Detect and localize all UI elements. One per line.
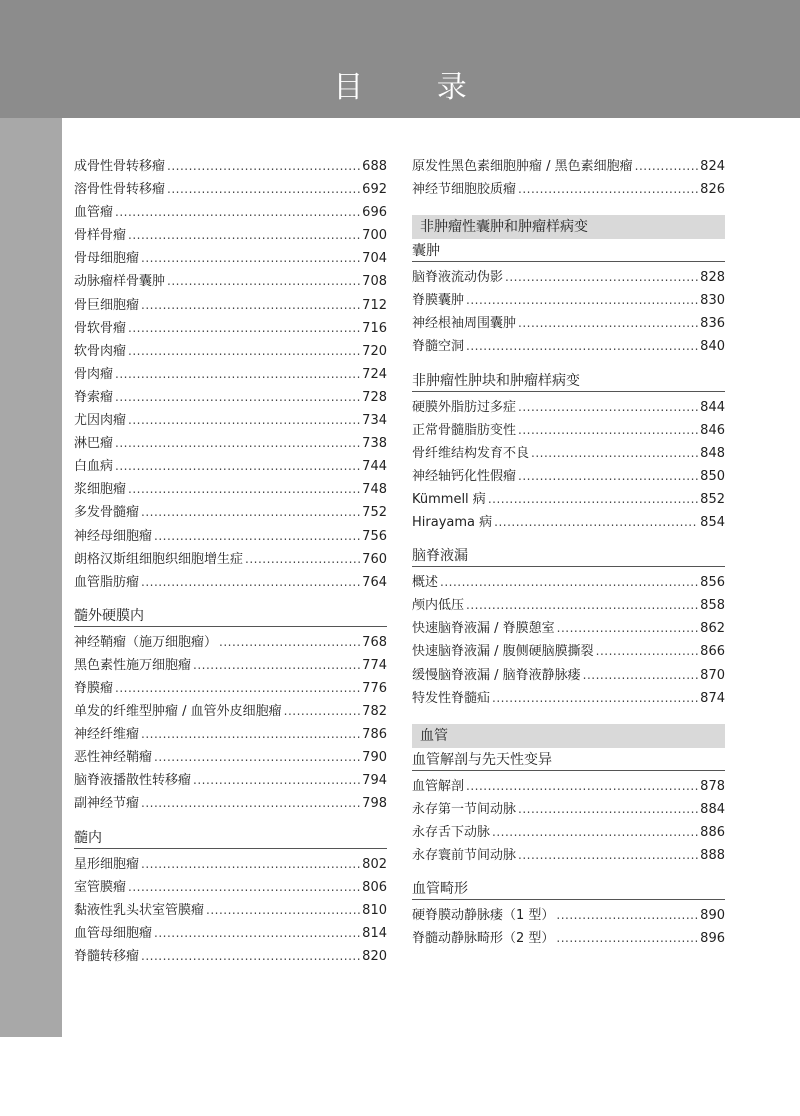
dot-leader <box>115 367 360 381</box>
side-margin-bar <box>0 118 62 1116</box>
toc-entry-title: 骨母细胞瘤 <box>74 251 140 267</box>
dot-leader <box>440 575 698 589</box>
toc-entry-page: 896 <box>700 931 725 947</box>
toc-entry-title: 神经轴钙化性假瘤 <box>412 468 517 484</box>
toc-entry-page: 768 <box>362 634 387 650</box>
toc-entry[interactable] <box>74 654 387 677</box>
toc-entry[interactable] <box>412 419 725 442</box>
toc-entry[interactable] <box>74 571 387 594</box>
toc-entry[interactable] <box>74 769 387 792</box>
dot-leader <box>115 205 360 219</box>
toc-entry-page: 886 <box>700 824 725 840</box>
dot-leader <box>115 436 360 450</box>
dot-leader <box>531 446 698 460</box>
toc-entry[interactable] <box>74 409 387 432</box>
dot-leader <box>141 796 360 810</box>
toc-entry[interactable] <box>412 775 725 798</box>
toc-entry[interactable] <box>74 922 387 945</box>
toc-entry-page: 810 <box>362 902 387 918</box>
toc-entry-title: 尤因肉瘤 <box>74 413 127 429</box>
dot-leader <box>219 635 360 649</box>
toc-entry-title: 脊髓空洞 <box>412 339 465 355</box>
toc-entry[interactable] <box>412 571 725 594</box>
toc-entry-title: 淋巴瘤 <box>74 436 114 452</box>
toc-entry-page: 806 <box>362 879 387 895</box>
dot-leader <box>492 691 698 705</box>
toc-entry[interactable] <box>74 700 387 723</box>
toc-entry-title: 动脉瘤样骨囊肿 <box>74 274 166 290</box>
toc-entry-title: 永存第一节间动脉 <box>412 801 517 817</box>
toc-entry[interactable] <box>74 945 387 968</box>
dot-leader <box>284 704 361 718</box>
toc-entry[interactable] <box>74 853 387 876</box>
toc-entry-title: 脊索瘤 <box>74 389 114 405</box>
toc-entry-page: 756 <box>362 528 387 544</box>
toc-entry-page: 774 <box>362 657 387 673</box>
toc-entry-title: 脊髓动静脉畸形（2 型） <box>412 931 555 947</box>
dot-leader <box>466 598 698 612</box>
toc-entry-page: 688 <box>362 159 387 174</box>
dot-leader <box>492 825 698 839</box>
toc-entry-page: 890 <box>700 908 725 924</box>
dot-leader <box>128 482 360 496</box>
toc-entry-page: 862 <box>700 621 725 637</box>
toc-entry-title: 多发骨髓瘤 <box>74 505 140 521</box>
toc-entry-title: 黏液性乳头状室管膜瘤 <box>74 902 205 918</box>
toc-entry-page: 760 <box>362 551 387 567</box>
toc-entry-page: 728 <box>362 389 387 405</box>
toc-entry-page: 764 <box>362 574 387 590</box>
toc-entry[interactable] <box>412 488 725 511</box>
toc-entry-title: 神经节细胞胶质瘤 <box>412 182 517 198</box>
toc-entry-title: 室管膜瘤 <box>74 879 127 895</box>
dot-leader <box>466 779 698 793</box>
dot-leader <box>557 621 699 635</box>
toc-entry[interactable] <box>74 224 387 247</box>
section-subheading: 髓外硬膜内 <box>74 606 387 627</box>
toc-entry-page: 826 <box>700 182 725 198</box>
toc-entry-page: 802 <box>362 856 387 872</box>
toc-entry[interactable] <box>74 201 387 224</box>
dot-leader <box>128 880 360 894</box>
toc-entry-page: 696 <box>362 205 387 221</box>
toc-entry-title: 概述 <box>412 575 439 591</box>
toc-entry-page: 852 <box>700 491 725 507</box>
toc-entry[interactable] <box>412 396 725 419</box>
toc-entry-title: 软骨肉瘤 <box>74 343 127 359</box>
dot-leader <box>518 469 698 483</box>
toc-entry-page: 848 <box>700 445 725 461</box>
toc-entry-title: 骨软骨瘤 <box>74 320 127 336</box>
toc-entry-page: 724 <box>362 366 387 382</box>
toc-entry-title: 骨纤维结构发育不良 <box>412 445 530 461</box>
toc-entry-title: 脑脊液播散性转移瘤 <box>74 773 192 789</box>
toc-entry[interactable] <box>412 335 725 358</box>
toc-entry[interactable] <box>412 289 725 312</box>
toc-entry[interactable] <box>412 640 725 663</box>
toc-entry-title: 脑脊液流动伪影 <box>412 270 504 286</box>
toc-entry-page: 840 <box>700 339 725 355</box>
toc-entry-title: 血管解剖 <box>412 778 465 794</box>
toc-entry-title: 原发性黑色素细胞肿瘤 / 黑色素细胞瘤 <box>412 159 633 174</box>
toc-entry-title: 白血病 <box>74 459 114 475</box>
toc-entry-title: 恶性神经鞘瘤 <box>74 750 153 766</box>
dot-leader <box>635 159 699 173</box>
toc-entry[interactable] <box>412 442 725 465</box>
toc-entry-title: 特发性脊髓疝 <box>412 690 491 706</box>
dot-leader <box>141 505 360 519</box>
section-subheading: 髓内 <box>74 828 387 849</box>
dot-leader <box>193 658 360 672</box>
toc-entry[interactable] <box>74 317 387 340</box>
dot-leader <box>167 274 360 288</box>
toc-entry[interactable] <box>412 617 725 640</box>
toc-entry-title: 单发的纤维型肿瘤 / 血管外皮细胞瘤 <box>74 704 282 720</box>
toc-entry-title: 硬脊膜动静脉瘘（1 型） <box>412 908 555 924</box>
toc-entry-title: 正常骨髓脂肪变性 <box>412 422 517 438</box>
toc-entry-title: 骨样骨瘤 <box>74 228 127 244</box>
toc-entry-title: 神经纤维瘤 <box>74 727 140 743</box>
toc-entry[interactable] <box>412 904 725 927</box>
dot-leader <box>488 492 698 506</box>
dot-leader <box>193 773 360 787</box>
toc-entry-title: Kümmell 病 <box>412 491 486 507</box>
toc-entry-title: 颅内低压 <box>412 598 465 614</box>
toc-entry[interactable] <box>412 664 725 687</box>
dot-leader <box>115 459 360 473</box>
toc-entry-page: 776 <box>362 680 387 696</box>
toc-entry-title: 黑色素性施万细胞瘤 <box>74 657 192 673</box>
page-title: 目 录 <box>333 70 499 105</box>
toc-entry-page: 836 <box>700 316 725 332</box>
toc-entry[interactable] <box>74 631 387 654</box>
toc-entry[interactable] <box>412 687 725 710</box>
toc-entry-title: 溶骨性骨转移瘤 <box>74 182 166 198</box>
toc-entry-page: 824 <box>700 159 725 174</box>
toc-entry[interactable] <box>74 478 387 501</box>
toc-entry-title: 星形细胞瘤 <box>74 856 140 872</box>
toc-entry[interactable] <box>74 876 387 899</box>
toc-entry[interactable] <box>74 247 387 270</box>
toc-entry-page: 782 <box>362 704 387 720</box>
toc-entry[interactable] <box>412 155 725 178</box>
header-band <box>0 0 800 118</box>
dot-leader <box>518 400 698 414</box>
dot-leader <box>245 552 360 566</box>
dot-leader <box>128 413 360 427</box>
dot-leader <box>115 390 360 404</box>
dot-leader <box>154 529 360 543</box>
dot-leader <box>141 727 360 741</box>
toc-entry-page: 854 <box>700 515 725 531</box>
toc-entry[interactable] <box>74 525 387 548</box>
toc-entry-page: 716 <box>362 320 387 336</box>
section-major-heading: 非肿瘤性囊肿和肿瘤样病变 <box>412 215 725 239</box>
toc-entry-page: 888 <box>700 847 725 863</box>
toc-entry-page: 786 <box>362 727 387 743</box>
dot-leader <box>518 802 698 816</box>
dot-leader <box>556 908 698 922</box>
toc-entry-page: 844 <box>700 399 725 415</box>
toc-entry-page: 850 <box>700 468 725 484</box>
toc-entry[interactable] <box>74 340 387 363</box>
dot-leader <box>115 681 360 695</box>
toc-entry[interactable] <box>412 594 725 617</box>
dot-leader <box>518 423 698 437</box>
toc-left-column <box>74 155 387 968</box>
toc-entry-page: 828 <box>700 270 725 286</box>
toc-entry-page: 734 <box>362 413 387 429</box>
toc-entry[interactable] <box>74 746 387 769</box>
dot-leader <box>154 750 360 764</box>
toc-entry-page: 798 <box>362 796 387 812</box>
toc-entry-title: 血管瘤 <box>74 205 114 221</box>
toc-entry-page: 720 <box>362 343 387 359</box>
toc-entry-page: 820 <box>362 948 387 964</box>
toc-entry-title: 缓慢脑脊液漏 / 脑脊液静脉瘘 <box>412 667 581 683</box>
toc-entry-title: 永存舌下动脉 <box>412 824 491 840</box>
dot-leader <box>206 903 360 917</box>
toc-entry[interactable] <box>74 677 387 700</box>
section-major-heading: 血管 <box>412 724 725 748</box>
toc-entry[interactable] <box>74 294 387 317</box>
toc-entry-page: 814 <box>362 925 387 941</box>
toc-entry-title: 脊膜囊肿 <box>412 293 465 309</box>
toc-entry-title: 副神经节瘤 <box>74 796 140 812</box>
toc-entry-page: 874 <box>700 690 725 706</box>
toc-entry[interactable] <box>412 844 725 867</box>
dot-leader <box>167 182 360 196</box>
toc-entry-title: 神经鞘瘤（施万细胞瘤） <box>74 634 218 650</box>
dot-leader <box>505 270 698 284</box>
toc-entry-title: 神经根袖周围囊肿 <box>412 316 517 332</box>
toc-entry-page: 794 <box>362 773 387 789</box>
dot-leader <box>556 931 698 945</box>
page-number: XIV <box>21 1103 41 1116</box>
dot-leader <box>141 298 360 312</box>
toc-entry-title: 脊髓转移瘤 <box>74 948 140 964</box>
toc-entry[interactable] <box>74 155 387 178</box>
dot-leader <box>141 251 360 265</box>
section-subheading: 血管解剖与先天性变异 <box>412 750 725 771</box>
toc-entry[interactable] <box>74 178 387 201</box>
toc-entry-page: 856 <box>700 575 725 591</box>
dot-leader <box>596 644 699 658</box>
toc-entry[interactable] <box>412 798 725 821</box>
toc-entry-title: 血管脂肪瘤 <box>74 574 140 590</box>
toc-entry-title: 浆细胞瘤 <box>74 482 127 498</box>
toc-entry-page: 830 <box>700 293 725 309</box>
dot-leader <box>141 857 360 871</box>
toc-entry-title: 骨巨细胞瘤 <box>74 297 140 313</box>
toc-entry-page: 700 <box>362 228 387 244</box>
toc-entry-title: 快速脑脊液漏 / 脊膜憩室 <box>412 621 555 637</box>
toc-entry[interactable] <box>74 548 387 571</box>
toc-right-column <box>412 155 725 950</box>
toc-entry-page: 692 <box>362 182 387 198</box>
section-subheading: 非肿瘤性肿块和肿瘤样病变 <box>412 371 725 392</box>
dot-leader <box>154 926 360 940</box>
toc-entry[interactable] <box>74 501 387 524</box>
toc-entry-page: 866 <box>700 644 725 660</box>
toc-entry-title: 脊膜瘤 <box>74 680 114 696</box>
toc-entry-page: 712 <box>362 297 387 313</box>
dot-leader <box>583 668 699 682</box>
toc-entry[interactable] <box>412 465 725 488</box>
dot-leader <box>128 321 360 335</box>
dot-leader <box>141 949 360 963</box>
dot-leader <box>128 344 360 358</box>
toc-entry[interactable] <box>74 899 387 922</box>
toc-entry-title: 神经母细胞瘤 <box>74 528 153 544</box>
toc-entry-page: 858 <box>700 598 725 614</box>
dot-leader <box>167 159 360 173</box>
toc-entry[interactable] <box>412 511 725 534</box>
dot-leader <box>518 848 698 862</box>
dot-leader <box>494 515 698 529</box>
toc-entry[interactable] <box>74 455 387 478</box>
dot-leader <box>466 339 698 353</box>
toc-entry[interactable] <box>74 432 387 455</box>
dot-leader <box>518 182 698 196</box>
toc-entry-page: 752 <box>362 505 387 521</box>
toc-entry[interactable] <box>74 792 387 815</box>
toc-entry[interactable] <box>412 178 725 201</box>
toc-entry[interactable] <box>74 386 387 409</box>
toc-entry-title: 朗格汉斯组细胞织细胞增生症 <box>74 551 244 567</box>
toc-entry-title: 硬膜外脂肪过多症 <box>412 399 517 415</box>
toc-entry[interactable] <box>412 312 725 335</box>
dot-leader <box>466 293 698 307</box>
toc-entry-page: 704 <box>362 251 387 267</box>
toc-entry[interactable] <box>74 270 387 293</box>
toc-entry-title: 骨肉瘤 <box>74 366 114 382</box>
dot-leader <box>518 316 698 330</box>
toc-entry-page: 744 <box>362 459 387 475</box>
toc-entry[interactable] <box>74 363 387 386</box>
toc-entry-title: Hirayama 病 <box>412 515 493 531</box>
section-subheading: 血管畸形 <box>412 879 725 900</box>
dot-leader <box>128 228 360 242</box>
toc-entry-page: 884 <box>700 801 725 817</box>
toc-entry[interactable] <box>412 927 725 950</box>
toc-entry-page: 878 <box>700 778 725 794</box>
toc-entry-title: 血管母细胞瘤 <box>74 925 153 941</box>
toc-entry-title: 快速脑脊液漏 / 腹侧硬脑膜撕裂 <box>412 644 594 660</box>
toc-entry-page: 790 <box>362 750 387 766</box>
toc-entry-page: 846 <box>700 422 725 438</box>
toc-entry-title: 成骨性骨转移瘤 <box>74 159 166 174</box>
toc-entry[interactable] <box>412 266 725 289</box>
toc-entry-page: 870 <box>700 667 725 683</box>
toc-entry-title: 永存寰前节间动脉 <box>412 847 517 863</box>
section-subheading: 囊肿 <box>412 241 725 262</box>
toc-entry-page: 738 <box>362 436 387 452</box>
dot-leader <box>141 575 360 589</box>
section-subheading: 脑脊液漏 <box>412 546 725 567</box>
toc-entry[interactable] <box>412 821 725 844</box>
toc-entry[interactable] <box>74 723 387 746</box>
toc-entry-page: 748 <box>362 482 387 498</box>
toc-entry-page: 708 <box>362 274 387 290</box>
